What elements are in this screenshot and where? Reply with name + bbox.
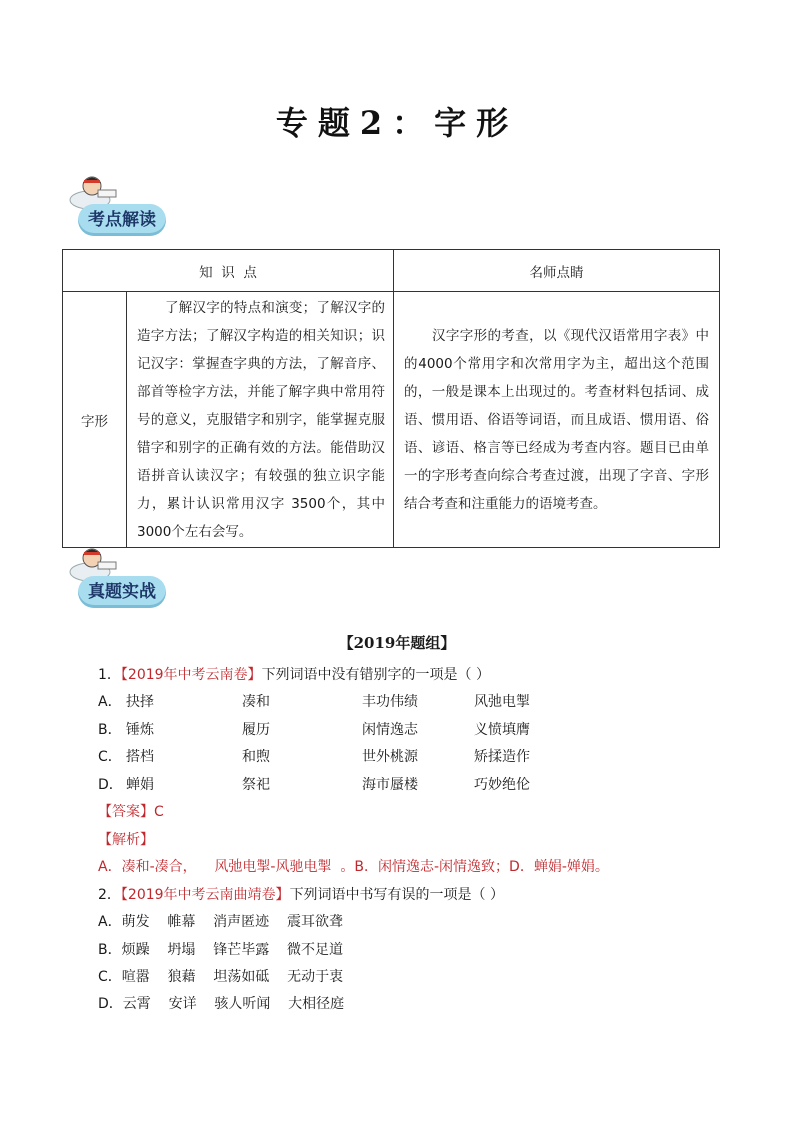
- q2-number: 2．: [98, 887, 121, 903]
- q1-option-word: 锤炼: [126, 722, 154, 738]
- q1-number: 1．: [98, 667, 121, 683]
- q2-source: 【2019年中考云南曲靖卷】: [120, 887, 290, 903]
- q1-option-word: 风弛电掣: [474, 694, 530, 710]
- q2-option-c: C．喧嚣 狼藉 坦荡如砥 无动于衷: [98, 969, 344, 985]
- answer-value: C: [154, 804, 164, 820]
- q2-stem: 下列词语中书写有误的一项是（ ）: [289, 887, 505, 903]
- q1-answer: [98, 802, 164, 822]
- tips-cell: 汉字字形的考查，以《现代汉语常用字表》中的4000个常用字和次常用字为主，超出这个范围的，一般是课本上出现过的。考查材料包括词、成语、惯用语、俗语等词语，而且成语、惯用语、俗语、谚语、格言等已经成为考查内容。题目已由单一的字形考查向综合考查过渡，出现了字音、字形结合考查和注重能力的语境考查。: [394, 292, 720, 548]
- q1-option-word: 凑和: [242, 694, 270, 710]
- topic-cell: 字形: [63, 292, 127, 548]
- q1-option-label: A．: [98, 694, 122, 710]
- q2-option-a: A．萌发 帷幕 消声匿迹 震耳欲聋: [98, 914, 343, 930]
- q2-stem-line: [98, 885, 504, 905]
- zhenti-label: 真题实战: [78, 576, 166, 608]
- q1-option-word: 抉择: [126, 694, 154, 710]
- knowledge-cell: 了解汉字的特点和演变；了解汉字的造字方法；了解汉字构造的相关知识；识记汉字：掌握查字典的方法，了解音序、部首等检字方法，并能了解字典中常用符号的意义，克服错字和别字，能掌握克服错字和别字的正确有效的方法。能借助汉语拼音认读汉字；有较强的独立识字能力，累计认识常用汉字 3500个，其中 3000个左右会写。: [127, 292, 394, 548]
- q1-option-word: 搭档: [126, 749, 154, 765]
- q1-option-label: D．: [98, 777, 123, 793]
- page-title: 专题2：字形: [275, 104, 519, 142]
- q1-option-word: 矫揉造作: [474, 749, 530, 765]
- q1-option-word: 海市蜃楼: [362, 777, 418, 793]
- q1-option-word: 丰功伟绩: [362, 694, 418, 710]
- kaodian-banner: [68, 172, 178, 236]
- answer-label: 【答案】: [98, 804, 154, 820]
- q1-analysis: A．凑和-凑合， 风弛电掣-风驰电掣 。B．闲情逸志-闲情逸致；D．蝉娟-婵娟。: [98, 859, 609, 875]
- q1-option-word: 和煦: [242, 749, 270, 765]
- q1-stem: 下列词语中没有错别字的一项是（ ）: [261, 667, 491, 683]
- q1-option-label: B．: [98, 722, 122, 738]
- q1-option-word: 闲情逸志: [362, 722, 418, 738]
- q1-analysis-label: 【解析】: [98, 832, 154, 848]
- group-title: 【2019年题组】: [338, 634, 456, 652]
- q1-option-word: 履历: [242, 722, 270, 738]
- q1-option-word: 世外桃源: [362, 749, 418, 765]
- q2-option-d: D．云霄 安详 骇人听闻 大相径庭: [98, 996, 345, 1012]
- q1-option-word: 祭祀: [242, 777, 270, 793]
- q1-option-word: 义愤填膺: [474, 722, 530, 738]
- header-tips: 名师点睛: [394, 250, 720, 292]
- q1-option-label: C．: [98, 749, 122, 765]
- knowledge-table: [62, 249, 720, 548]
- q2-option-b: B．烦躁 坍塌 锋芒毕露 微不足道: [98, 942, 344, 958]
- q1-source: 【2019年中考云南卷】: [120, 667, 262, 683]
- kaodian-label: 考点解读: [78, 204, 166, 236]
- q1-option-word: 巧妙绝伦: [474, 777, 530, 793]
- q1-stem-line: [98, 665, 490, 685]
- zhenti-banner: [68, 544, 178, 608]
- header-knowledge: 知 识 点: [63, 250, 394, 292]
- q1-option-word: 蝉娟: [126, 777, 154, 793]
